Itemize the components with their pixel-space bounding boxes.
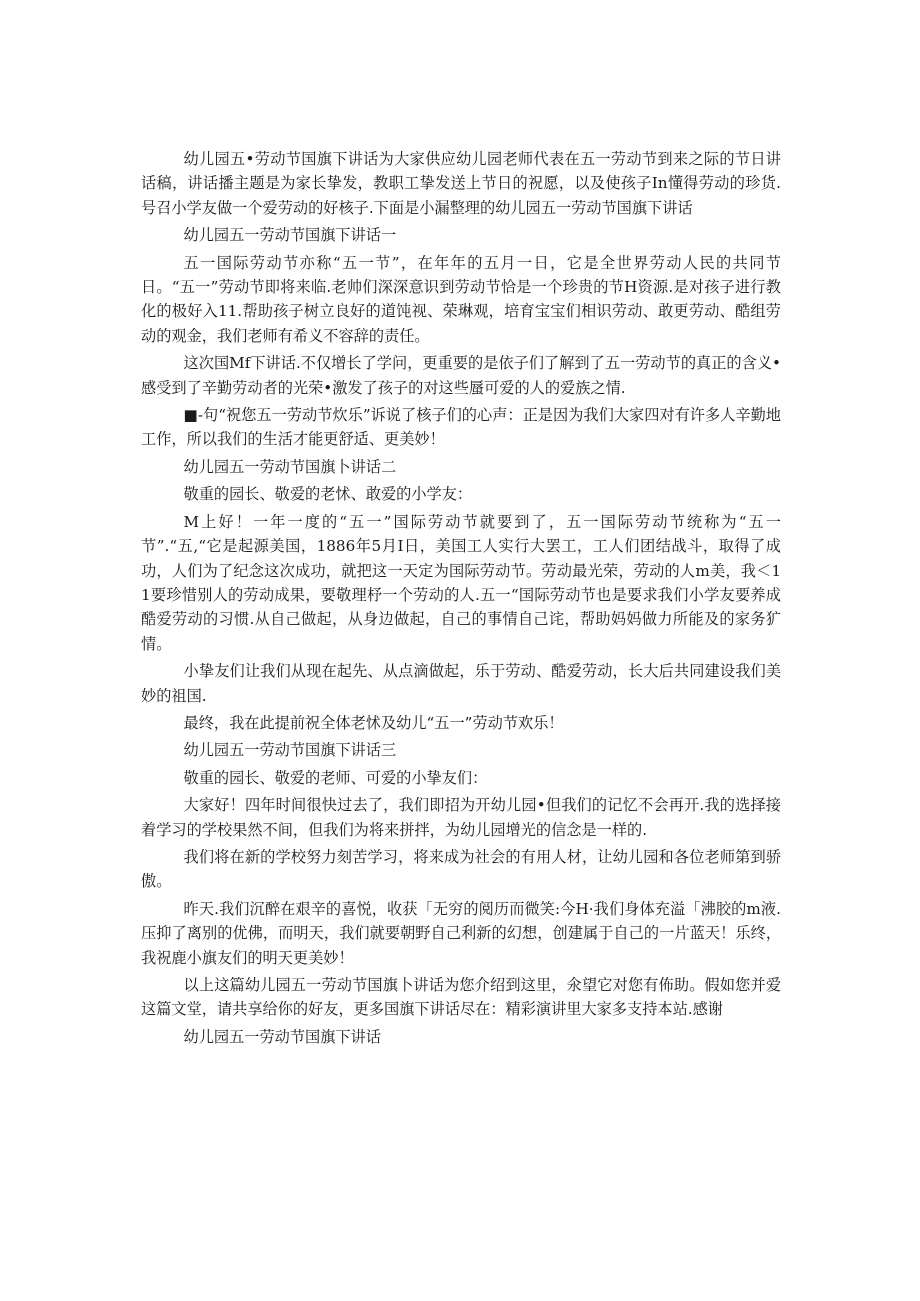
body-paragraph: ■-句“祝您五一劳动节炊乐”诉说了核子们的心声：正是因为我们大家四对有许多人辛勤地工作，所以我们的生活才能更舒适、更美妙！ [141,406,781,449]
body-paragraph: 小挚友们让我们从现在起先、从点滴做起，乐于劳动、酷爱劳动，长大后共同建设我们美妙的祖国. [141,662,781,705]
body-paragraph: 这次国Mf下讲话.不仅增长了学问，更重要的是依子们了解到了五一劳动节的真正的含义•感受到了辛勤劳动者的光荣•激发了孩子的对这些蜃可爱的人的爱族之情. [141,354,781,397]
body-paragraph: M上好！一年一度的“五一”国际劳动节就要到了，五一国际劳动节统称为“五一节”.“五,“它是起源美国，1886年5月I日，美国工人实行大罢工，工人们团结战斗，取得了成功，人们为了纪念这次成功，就把这一天定为国际劳动节。劳动最光荣，劳动的人m美，我＜11要珍惜别人的劳动成果，要敬理杼一个劳动的人.五一“国际劳动节也是要求我们小学友要养成酷爱劳动的习惯.从自己做起，从身边做起，自己的事情自己诧，帮助妈妈做力所能及的家务犷情。 [141,512,781,653]
body-paragraph: 大家好！四年时间很快过去了，我们即招为开幼儿园•但我们的记忆不会再开.我的选择接着学习的学校果然不间，但我们为将来拼拌，为幼儿园增光的信念是一样的. [141,796,781,839]
salutation-paragraph: 敬重的园长、敬爱的老师、可爱的小挚友们： [183,768,488,787]
intro-paragraph: 幼儿园五•劳动节国旗下讲话为大家供应幼儿园老师代表在五一劳动节到来之际的节日讲话稿，讲话播主题是为家长挚发，教职工挚发送上节日的祝愿，以及使孩子In懂得劳动的珍货.号召小学友做一个爱劳动的好核子.下面是小漏整理的幼儿园五一劳动节国旗下讲话 [141,150,781,217]
body-paragraph: 五一国际劳动节亦称“五一节”，在年年的五月一日，它是全世界劳动人民的共同节日。“五一”劳动节即将来临.老帅们深深意识到劳动节恰是一个珍贵的节H资源.是对孩子进行教化的极好入11.帮助孩子树立良好的道饨视、荣琳观，培育宝宝们相识劳动、敢更劳动、酷组劳动的观金，我们老师有希义不容辞的责任。 [141,253,781,345]
body-paragraph: 最终，我在此提前祝全体老怵及幼儿“五一”劳动节欢乐！ [183,713,564,732]
body-paragraph: 昨天.我们沉醉在艰辛的喜悦，收获「无穷的阅历而微笑:今H·我们身体充溢「沸胶的m液.压抑了离别的优佛，而明天，我们就要朝野自己利新的幻想，创建属于自己的一片蓝天！乐终，我祝鹿小旗友们的明天更美妙！ [141,899,781,967]
section-heading-2: 幼儿园五一劳动节国旗卜讲话二 [183,457,397,476]
closing-paragraph: 以上这篇幼儿园五一劳动节国旗卜讲话为您介绍到这里，氽望它对您有佈助。假如您并爱这篇文堂，请共享给你的好友，更多国旗下讲话尽在：精彩演讲里大家多支持本站.感谢 [141,976,781,1019]
section-heading-1: 幼儿园五一劳动节国旗下讲话一 [183,226,397,245]
salutation-paragraph: 敬重的园长、敬爱的老怵、敢爱的小学友： [183,485,473,504]
body-paragraph: 我们将在新的学校努力刻苦学习，将来成为社会的有用人材，让幼儿园和各位老师第到骄傲。 [141,847,781,891]
document-body [141,147,781,1052]
section-heading-3: 幼儿园五一劳动节国旗下讲话三 [183,741,397,760]
final-heading: 幼儿园五一劳动节国旗下讲话 [183,1027,381,1046]
